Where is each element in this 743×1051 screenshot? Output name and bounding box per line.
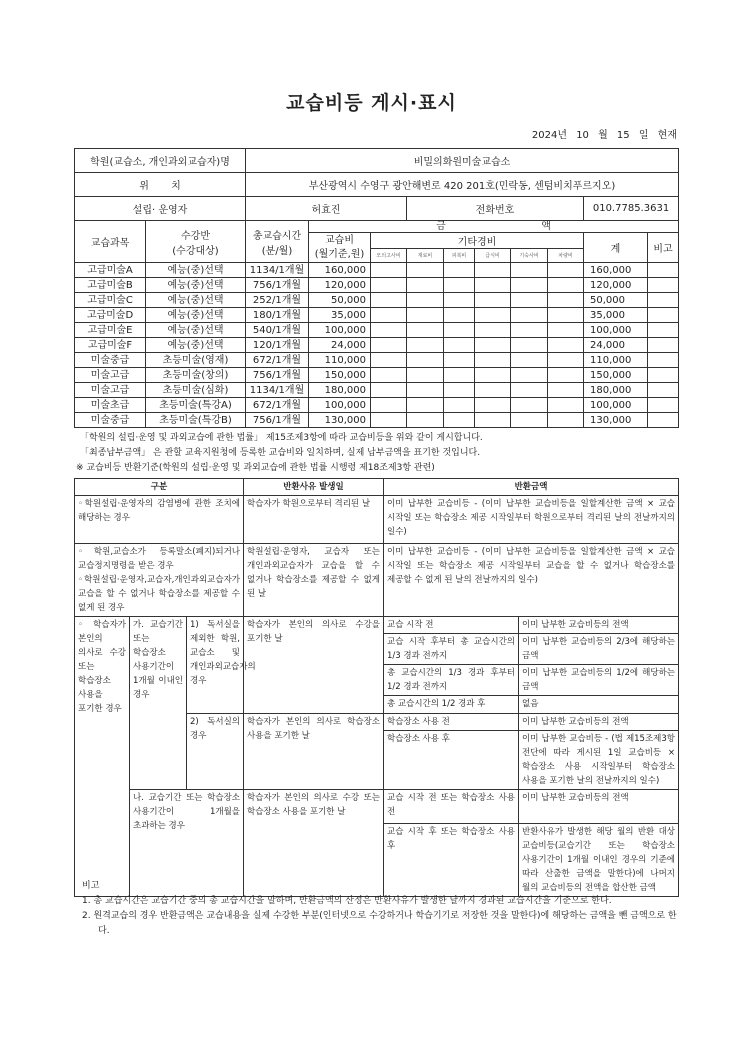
header-amount: 금 액: [309, 221, 679, 233]
cell-tuition: 110,000: [309, 353, 371, 368]
cell-other-expense: [511, 383, 548, 398]
cell-other-expense: [548, 263, 584, 278]
fee-row: [75, 383, 679, 398]
cell-other-expense: [407, 323, 444, 338]
cell-other-expense: [407, 263, 444, 278]
when-cell: 교습 시작 전 또는 학습장소 사용 전: [384, 790, 519, 824]
cell-note: [648, 263, 679, 278]
remarks: [82, 879, 682, 939]
note-refund-standard: ※ 교습비등 반환기준(학원의 설립·운영 및 과외교습에 관한 법률 시행령 제18조제3항 관련): [76, 463, 435, 473]
cell-other-expense: [548, 353, 584, 368]
academy-name-label: 학원(교습소, 개인과외교습자)명: [75, 149, 246, 173]
header-refund-amount: 반환금액: [384, 479, 679, 496]
date-infection: 학습자가 학원으로부터 격리된 날: [244, 496, 384, 544]
cell-other-expense: [511, 293, 548, 308]
cell-other-expense: [475, 323, 511, 338]
fee-row: [75, 338, 679, 353]
academy-name-value: 비밀의화원미술교습소: [246, 149, 679, 173]
remark-item: 2. 원격교습의 경우 반환금액은 교습내용을 실제 수강한 부분(인터넷으로 수강하거나 학습기기로 저장한 것을 말한다)에 해당하는 금액을 뺀 금액으로 한다.: [82, 911, 677, 936]
fee-row: [75, 323, 679, 338]
header-class-sub: (수강대상): [172, 245, 219, 257]
cell-other-expense: [475, 368, 511, 383]
cell-note: [648, 383, 679, 398]
header-vehicle: 차량비: [548, 249, 584, 263]
header-tuition: [309, 233, 371, 263]
cell-other-expense: [407, 413, 444, 428]
amount-cell: 반환사유가 발생한 해당 월의 반환 대상 교습비등(교습기간 또는 학습장소 사용기간이 1개월 이내인 경우의 기준에 따라 산출한 금액을 말한다)에 나머지 월의 교습비등의 전액을 합산한 금액: [519, 824, 679, 897]
cell-other-expense: [475, 278, 511, 293]
when-cell: 총 교습시간의 1/3 경과 후부터 1/2 경과 전까지: [384, 665, 519, 696]
cell-note: [648, 413, 679, 428]
cell-other-expense: [444, 368, 475, 383]
cell-class: 예능(중)선택: [146, 338, 246, 353]
operator-label: 설립· 운영자: [75, 197, 246, 221]
cell-other-expense: [548, 323, 584, 338]
header-hours-sub: (분/월): [261, 245, 293, 257]
cell-other-expense: [511, 413, 548, 428]
cell-other-expense: [371, 308, 407, 323]
cell-other-expense: [475, 413, 511, 428]
cell-subject: 고급미술F: [75, 338, 146, 353]
cell-note: [648, 293, 679, 308]
cell-tuition: 180,000: [309, 383, 371, 398]
cell-other-expense: [475, 398, 511, 413]
fee-row: [75, 353, 679, 368]
case-non-reading-room: 1) 독서실을 제외한 학원, 교습소 및 개인과외교습자의 경우: [187, 617, 244, 714]
amount-cell: 이미 납부한 교습비등의 전액: [519, 714, 679, 731]
when-cell: 총 교습시간의 1/2 경과 후: [384, 696, 519, 714]
cell-total: 120,000: [584, 278, 648, 293]
cell-other-expense: [407, 383, 444, 398]
cell-subject: 미술고급: [75, 368, 146, 383]
cell-other-expense: [407, 293, 444, 308]
cell-tuition: 160,000: [309, 263, 371, 278]
when-cell: 학습장소 사용 후: [384, 731, 519, 790]
fee-row: [75, 368, 679, 383]
cell-subject: 고급미술B: [75, 278, 146, 293]
amount-cell: 이미 납부한 교습비등의 전액: [519, 790, 679, 824]
cell-other-expense: [511, 323, 548, 338]
cell-other-expense: [444, 278, 475, 293]
as-of-date: 2024년 10 월 15 일 현재: [531, 130, 677, 141]
cell-other-expense: [444, 383, 475, 398]
amount-closure: 이미 납부한 교습비등 - (이미 납부한 교습비등을 일할계산한 금액 × 교습 시작일 또는 학습장소 제공 시작일부터 교습을 할 수 없거나 학습장소를 제공할 수 없게 된 날의 전날까지의 일수): [384, 544, 679, 617]
cell-note: [648, 278, 679, 293]
fee-row: [75, 413, 679, 428]
when-cell: 교습 시작 전: [384, 617, 519, 634]
cell-hours: 756/1개월: [246, 413, 309, 428]
cell-class: 예능(중)선택: [146, 293, 246, 308]
cell-other-expense: [548, 278, 584, 293]
cell-tuition: 100,000: [309, 323, 371, 338]
cell-other-expense: [548, 383, 584, 398]
cell-class: 초등미술(심화): [146, 383, 246, 398]
refund-table: [74, 478, 679, 897]
header-hours-label: 총교습시간: [252, 230, 302, 242]
when-cell: 교습 시작 후부터 총 교습시간의 1/3 경과 전까지: [384, 634, 519, 665]
cell-class: 예능(중)선택: [146, 308, 246, 323]
cell-tuition: 100,000: [309, 398, 371, 413]
header-tuition-label: 교습비: [325, 234, 354, 246]
remarks-title: 비고: [82, 881, 100, 891]
header-tuition-sub: (월기준,원): [314, 248, 365, 260]
header-dormitory: 기숙사비: [511, 249, 548, 263]
cell-other-expense: [371, 263, 407, 278]
cell-note: [648, 398, 679, 413]
cell-subject: 미술고급: [75, 383, 146, 398]
phone-value: 010.7785.3631: [584, 197, 679, 221]
cell-other-expense: [548, 293, 584, 308]
location-label: 위 치: [75, 173, 246, 197]
header-class: [146, 221, 246, 263]
cell-other-expense: [444, 323, 475, 338]
case-within-1-month: 가. 교습기간 또는 학습장소 사용기간이 1개월 이내인 경우: [130, 617, 187, 790]
fee-table: [74, 148, 679, 428]
case-closure-2: ◦학원설립·운영자,교습자,개인과외교습자가 교습을 할 수 없거나 학습장소를 제공할 수 없게 된 경우: [78, 575, 240, 613]
cell-class: 초등미술(창의): [146, 368, 246, 383]
amount-cell: 이미 납부한 교습비등의 1/2에 해당하는 금액: [519, 665, 679, 696]
cell-subject: 미술중급: [75, 413, 146, 428]
cell-other-expense: [371, 413, 407, 428]
cell-other-expense: [444, 263, 475, 278]
fee-row: [75, 293, 679, 308]
header-category: 구분: [75, 479, 244, 496]
cell-other-expense: [407, 353, 444, 368]
cell-subject: 고급미술D: [75, 308, 146, 323]
cell-class: 예능(중)선택: [146, 323, 246, 338]
date-reading-room: 학습자가 본인의 의사로 학습장소 사용을 포기한 날: [244, 714, 384, 790]
location-value: 부산광역시 수영구 광안해변로 420 201호(민락동, 센텀비치푸르지오): [246, 173, 679, 197]
cell-other-expense: [548, 413, 584, 428]
header-subject: 교습과목: [75, 221, 146, 263]
cell-other-expense: [371, 398, 407, 413]
header-hours: [246, 221, 309, 263]
cell-total: 130,000: [584, 413, 648, 428]
cell-note: [648, 323, 679, 338]
cell-other-expense: [371, 368, 407, 383]
header-meals: 급식비: [475, 249, 511, 263]
note-posting: 「학원의 설립·운영 및 과외교습에 관한 법률」 제15조제3항에 따라 교습비등을 위와 같이 게시합니다.: [80, 433, 483, 443]
cell-total: 180,000: [584, 383, 648, 398]
amount-cell: 이미 납부한 교습비등 - (법 제15조제3항 전단에 따라 게시된 1일 교습비등 × 학습장소 사용 시작일부터 학습장소 사용을 포기한 날의 전날까지의 일수): [519, 731, 679, 790]
cell-subject: 고급미술C: [75, 293, 146, 308]
cell-total: 100,000: [584, 398, 648, 413]
remark-item: 1. 총 교습시간은 교습기간 중의 총 교습시간을 말하며, 반환금액의 산정은 반환사유가 발생한 날까지 경과된 교습시간을 기준으로 한다.: [82, 896, 612, 906]
case-over-1-month: 나. 교습기간 또는 학습장소 사용기간이 1개월을 초과하는 경우: [130, 790, 244, 897]
fee-row: [75, 398, 679, 413]
cell-other-expense: [407, 398, 444, 413]
cell-other-expense: [444, 413, 475, 428]
cell-tuition: 24,000: [309, 338, 371, 353]
cell-total: 150,000: [584, 368, 648, 383]
fee-row: [75, 263, 679, 278]
header-refund-date: 반환사유 발생일: [244, 479, 384, 496]
cell-other-expense: [511, 278, 548, 293]
cell-other-expense: [511, 353, 548, 368]
cell-total: 110,000: [584, 353, 648, 368]
cell-other-expense: [475, 293, 511, 308]
cell-other-expense: [475, 263, 511, 278]
header-mock-exam: 모의고사비: [371, 249, 407, 263]
cell-tuition: 35,000: [309, 308, 371, 323]
date-over-1-month: 학습자가 본인의 의사로 수강 또는 학습장소 사용을 포기한 날: [244, 790, 384, 897]
amount-cell: 이미 납부한 교습비등의 전액: [519, 617, 679, 634]
cell-other-expense: [371, 353, 407, 368]
operator-value: 허효진: [246, 197, 407, 221]
cell-other-expense: [371, 293, 407, 308]
cell-other-expense: [444, 293, 475, 308]
cell-subject: 고급미술E: [75, 323, 146, 338]
cell-total: 160,000: [584, 263, 648, 278]
cell-other-expense: [548, 398, 584, 413]
case-closure: [75, 544, 244, 617]
when-cell: 교습 시작 후 또는 학습장소 사용 후: [384, 824, 519, 897]
case-closure-1: ◦학원,교습소가 등록말소(폐지)되거나 교습정지명령을 받은 경우: [78, 547, 240, 571]
cell-total: 24,000: [584, 338, 648, 353]
phone-label: 전화번호: [407, 197, 584, 221]
cell-other-expense: [371, 278, 407, 293]
case-reading-room: 2) 독서실의 경우: [187, 714, 244, 790]
amount-infection: 이미 납부한 교습비등 - (이미 납부한 교습비등을 일할계산한 금액 × 교습 시작일 또는 학습장소 제공 시작일부터 학원으로부터 격리된 날의 전날까지의 일수): [384, 496, 679, 544]
cell-hours: 1134/1개월: [246, 263, 309, 278]
amount-cell: 이미 납부한 교습비등의 2/3에 해당하는 금액: [519, 634, 679, 665]
cell-other-expense: [548, 308, 584, 323]
cell-subject: 미술초급: [75, 398, 146, 413]
cell-other-expense: [475, 308, 511, 323]
cell-hours: 252/1개월: [246, 293, 309, 308]
cell-other-expense: [407, 278, 444, 293]
cell-other-expense: [444, 308, 475, 323]
cell-other-expense: [548, 338, 584, 353]
cell-note: [648, 308, 679, 323]
cell-class: 초등미술(특강A): [146, 398, 246, 413]
note-final-payment: 「최종납부금액」 은 관할 교육지원청에 등록한 교습비와 일치하며, 실제 납부금액을 표기한 것입니다.: [80, 448, 481, 458]
cell-class: 초등미술(특강B): [146, 413, 246, 428]
header-other-expenses: 기타경비: [371, 233, 584, 249]
cell-other-expense: [511, 398, 548, 413]
fee-row: [75, 308, 679, 323]
case-voluntary: ◦학습자가 본인의 의사로 수강 또는 학습장소 사용을 포기한 경우: [75, 617, 130, 897]
cell-tuition: 150,000: [309, 368, 371, 383]
cell-other-expense: [475, 353, 511, 368]
cell-tuition: 50,000: [309, 293, 371, 308]
header-total: 계: [584, 233, 648, 263]
cell-other-expense: [444, 338, 475, 353]
cell-note: [648, 368, 679, 383]
notes: [76, 431, 483, 476]
cell-other-expense: [511, 263, 548, 278]
cell-total: 100,000: [584, 323, 648, 338]
cell-total: 35,000: [584, 308, 648, 323]
date-closure: 학원설립·운영자, 교습자 또는 개인과외교습자가 교습을 할 수 없거나 학습장소를 제공할 수 없게 된 날: [244, 544, 384, 617]
cell-other-expense: [511, 338, 548, 353]
cell-other-expense: [407, 368, 444, 383]
header-materials: 재료비: [407, 249, 444, 263]
cell-other-expense: [371, 338, 407, 353]
cell-other-expense: [371, 383, 407, 398]
cell-other-expense: [444, 353, 475, 368]
cell-hours: 1134/1개월: [246, 383, 309, 398]
header-class-label: 수강반: [181, 230, 210, 242]
cell-other-expense: [548, 368, 584, 383]
case-infection: ◦학원설립·운영자의 감염병에 관한 조치에 해당하는 경우: [75, 496, 244, 544]
cell-hours: 540/1개월: [246, 323, 309, 338]
cell-hours: 180/1개월: [246, 308, 309, 323]
cell-other-expense: [475, 383, 511, 398]
amount-cell: 없음: [519, 696, 679, 714]
header-clothing: 피복비: [444, 249, 475, 263]
cell-class: 예능(중)선택: [146, 278, 246, 293]
cell-hours: 672/1개월: [246, 353, 309, 368]
fee-row: [75, 278, 679, 293]
cell-hours: 756/1개월: [246, 368, 309, 383]
cell-hours: 120/1개월: [246, 338, 309, 353]
cell-hours: 756/1개월: [246, 278, 309, 293]
cell-class: 초등미술(영재): [146, 353, 246, 368]
cell-note: [648, 338, 679, 353]
cell-other-expense: [371, 323, 407, 338]
header-note: 비고: [648, 233, 679, 263]
date-non-reading-room: 학습자가 본인의 의사로 수강을 포기한 날: [244, 617, 384, 714]
cell-other-expense: [407, 308, 444, 323]
cell-tuition: 130,000: [309, 413, 371, 428]
cell-other-expense: [511, 368, 548, 383]
when-cell: 학습장소 사용 전: [384, 714, 519, 731]
cell-class: 예능(중)선택: [146, 263, 246, 278]
cell-note: [648, 353, 679, 368]
cell-other-expense: [475, 338, 511, 353]
cell-other-expense: [511, 308, 548, 323]
cell-other-expense: [407, 338, 444, 353]
cell-subject: 고급미술A: [75, 263, 146, 278]
cell-other-expense: [444, 398, 475, 413]
cell-subject: 미술중급: [75, 353, 146, 368]
cell-total: 50,000: [584, 293, 648, 308]
cell-hours: 672/1개월: [246, 398, 309, 413]
page-title: 교습비등 게시·표시: [286, 92, 457, 114]
cell-tuition: 120,000: [309, 278, 371, 293]
